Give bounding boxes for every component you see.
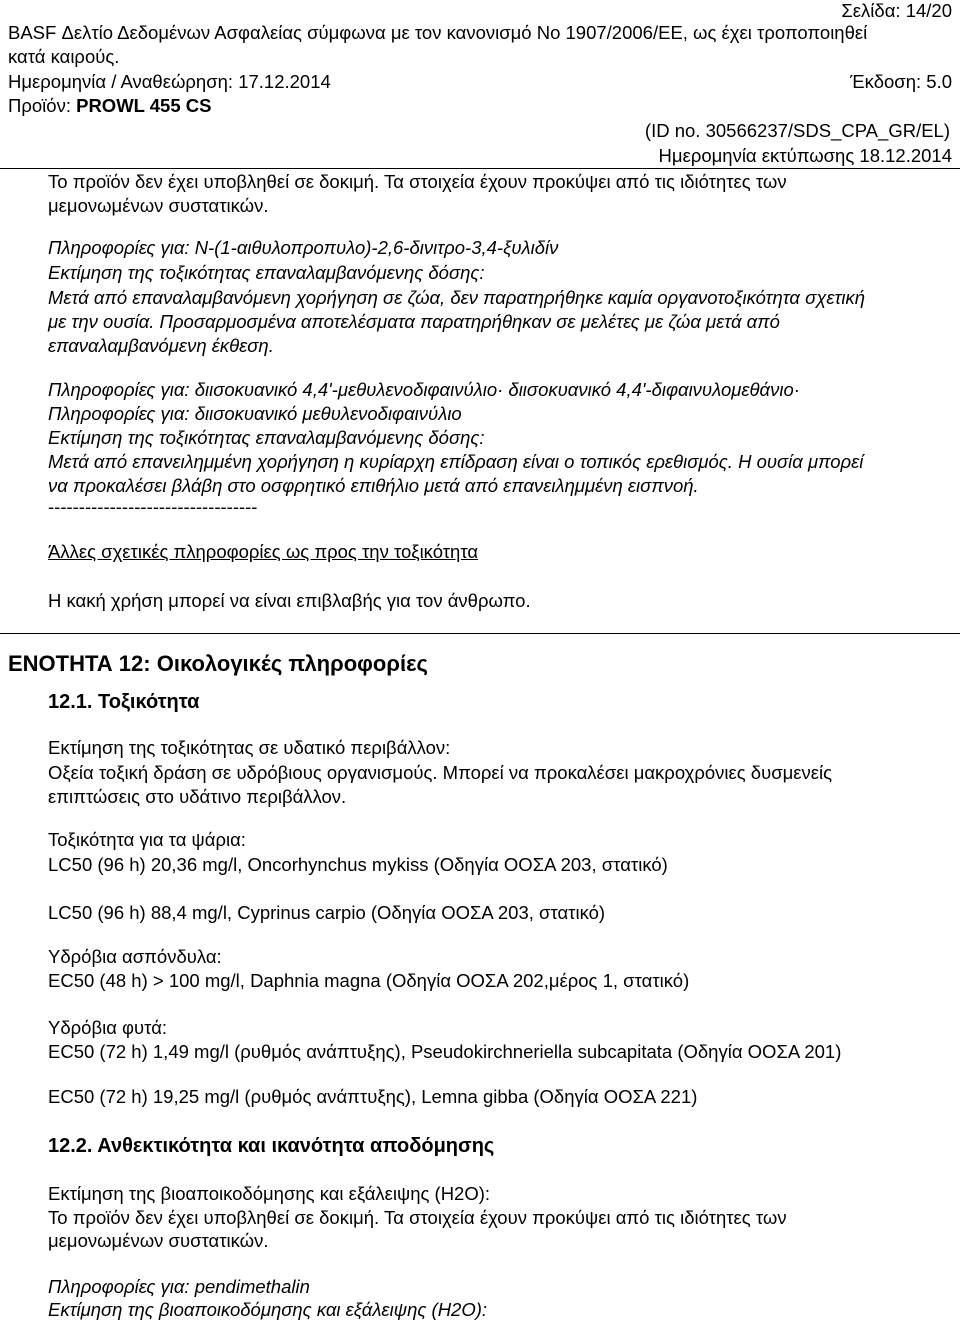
text-line: Μετά από επαναλαμβανόμενη χορήγηση σε ζώα, δεν παρατηρήθηκε καμία οργανοτοξικότητα σχετική <box>48 287 866 308</box>
section-title: ΕΝΟΤΗΤΑ 12: Οικολογικές πληροφορίες <box>8 651 428 676</box>
text-line: Το προϊόν δεν έχει υποβληθεί σε δοκιμή. Τα στοιχεία έχουν προκύψει από τις ιδιότητες των <box>48 171 787 192</box>
text-line: μεμονωμένων συστατικών. <box>48 1230 269 1251</box>
version: Έκδοση: 5.0 <box>850 71 952 92</box>
info-substance: Πληροφορίες για: διισοκυανικό μεθυλενοδιφαινύλιο <box>48 403 462 424</box>
assessment-title: Εκτίμηση της τοξικότητας επαναλαμβανόμενης δόσης: <box>48 427 485 448</box>
invertebrates-title: Υδρόβια ασπόνδυλα: <box>48 946 222 967</box>
fish-value: LC50 (96 h) 88,4 mg/l, Cyprinus carpio (Οδηγία ΟΟΣΑ 203, στατικό) <box>48 902 606 923</box>
info-substance: Πληροφορίες για: διισοκυανικό 4,4'-μεθυλενοδιφαινύλιο· διισοκυανικό 4,4'-διφαινυλομεθάνιο· <box>48 379 800 400</box>
revision-date: Ημερομηνία / Αναθεώρηση: 17.12.2014 <box>8 71 331 92</box>
text-line: επιπτώσεις στο υδάτινο περιβάλλον. <box>48 786 347 807</box>
text-line: Οξεία τοξική δράση σε υδρόβιους οργανισμούς. Μπορεί να προκαλέσει μακροχρόνιες δυσμενείς <box>48 762 833 783</box>
plants-value: EC50 (72 h) 1,49 mg/l (ρυθμός ανάπτυξης), Pseudokirchneriella subcapitata (Οδηγία ΟΟΣΑ 201) <box>48 1041 842 1062</box>
print-date: Ημερομηνία εκτύπωσης 18.12.2014 <box>658 145 952 166</box>
subsection-title: 12.1. Τοξικότητα <box>48 691 200 713</box>
assessment-title: Εκτίμηση της τοξικότητας επαναλαμβανόμενης δόσης: <box>48 262 485 283</box>
text-line: να προκαλέσει βλάβη στο οσφρητικό επιθήλιο μετά από επανειλημμένη εισπνοή. <box>48 475 699 496</box>
assessment-title: Εκτίμηση της βιοαποικοδόμησης και εξάλειψης (H2O): <box>48 1299 488 1320</box>
id-number: (ID no. 30566237/SDS_CPA_GR/EL) <box>644 120 950 141</box>
product-line <box>8 95 211 117</box>
fish-value: LC50 (96 h) 20,36 mg/l, Oncorhynchus mykiss (Οδηγία ΟΟΣΑ 203, στατικό) <box>48 854 668 875</box>
document-title: BASF Δελτίο Δεδομένων Ασφαλείας σύμφωνα με τον κανονισμό Νο 1907/2006/ΕΕ, ως έχει τροποποιηθεί <box>8 22 868 43</box>
plants-title: Υδρόβια φυτά: <box>48 1017 168 1038</box>
product-name: PROWL 455 CS <box>76 95 212 116</box>
text-line: με την ουσία. Προσαρμοσμένα αποτελέσματα παρατηρήθηκαν σε μελέτες με ζώα μετά από <box>48 311 780 332</box>
subsection-title: 12.2. Ανθεκτικότητα και ικανότητα αποδόμησης <box>48 1135 495 1157</box>
page-number: Σελίδα: 14/20 <box>841 0 952 21</box>
fish-toxicity-title: Τοξικότητα για τα ψάρια: <box>48 829 246 850</box>
info-substance: Πληροφορίες για: N-(1-αιθυλοπροπυλο)-2,6-δινιτρο-3,4-ξυλιδίν <box>48 237 559 258</box>
invertebrates-value: EC50 (48 h) > 100 mg/l, Daphnia magna (Οδηγία ΟΟΣΑ 202,μέρος 1, στατικό) <box>48 970 690 991</box>
plants-value: EC50 (72 h) 19,25 mg/l (ρυθμός ανάπτυξης), Lemna gibba (Οδηγία ΟΟΣΑ 221) <box>48 1086 698 1107</box>
text-line: Το προϊόν δεν έχει υποβληθεί σε δοκιμή. Τα στοιχεία έχουν προκύψει από τις ιδιότητες των <box>48 1207 787 1228</box>
assessment-title: Εκτίμηση της βιοαποικοδόμησης και εξάλειψης (H2O): <box>48 1183 491 1204</box>
text-line: μεμονωμένων συστατικών. <box>48 195 269 216</box>
header-divider <box>0 168 960 169</box>
section-divider <box>0 633 960 634</box>
product-label: Προϊόν: <box>8 95 71 116</box>
assessment-title: Εκτίμηση της τοξικότητας σε υδατικό περιβάλλον: <box>48 737 451 758</box>
text-line: επαναλαμβανόμενη έκθεση. <box>48 335 274 356</box>
document-title-cont: κατά καιρούς. <box>8 46 120 67</box>
separator-dashes: ---------------------------------- <box>48 496 258 517</box>
info-substance: Πληροφορίες για: pendimethalin <box>48 1276 310 1297</box>
text-line: Η κακή χρήση μπορεί να είναι επιβλαβής για τον άνθρωπο. <box>48 590 531 611</box>
text-line: Μετά από επανειλημμένη χορήγηση η κυρίαρχη επίδραση είναι ο τοπικός ερεθισμός. Η ουσία μπορεί <box>48 451 864 472</box>
subheading-other-info: Άλλες σχετικές πληροφορίες ως προς την τοξικότητα <box>48 541 479 562</box>
